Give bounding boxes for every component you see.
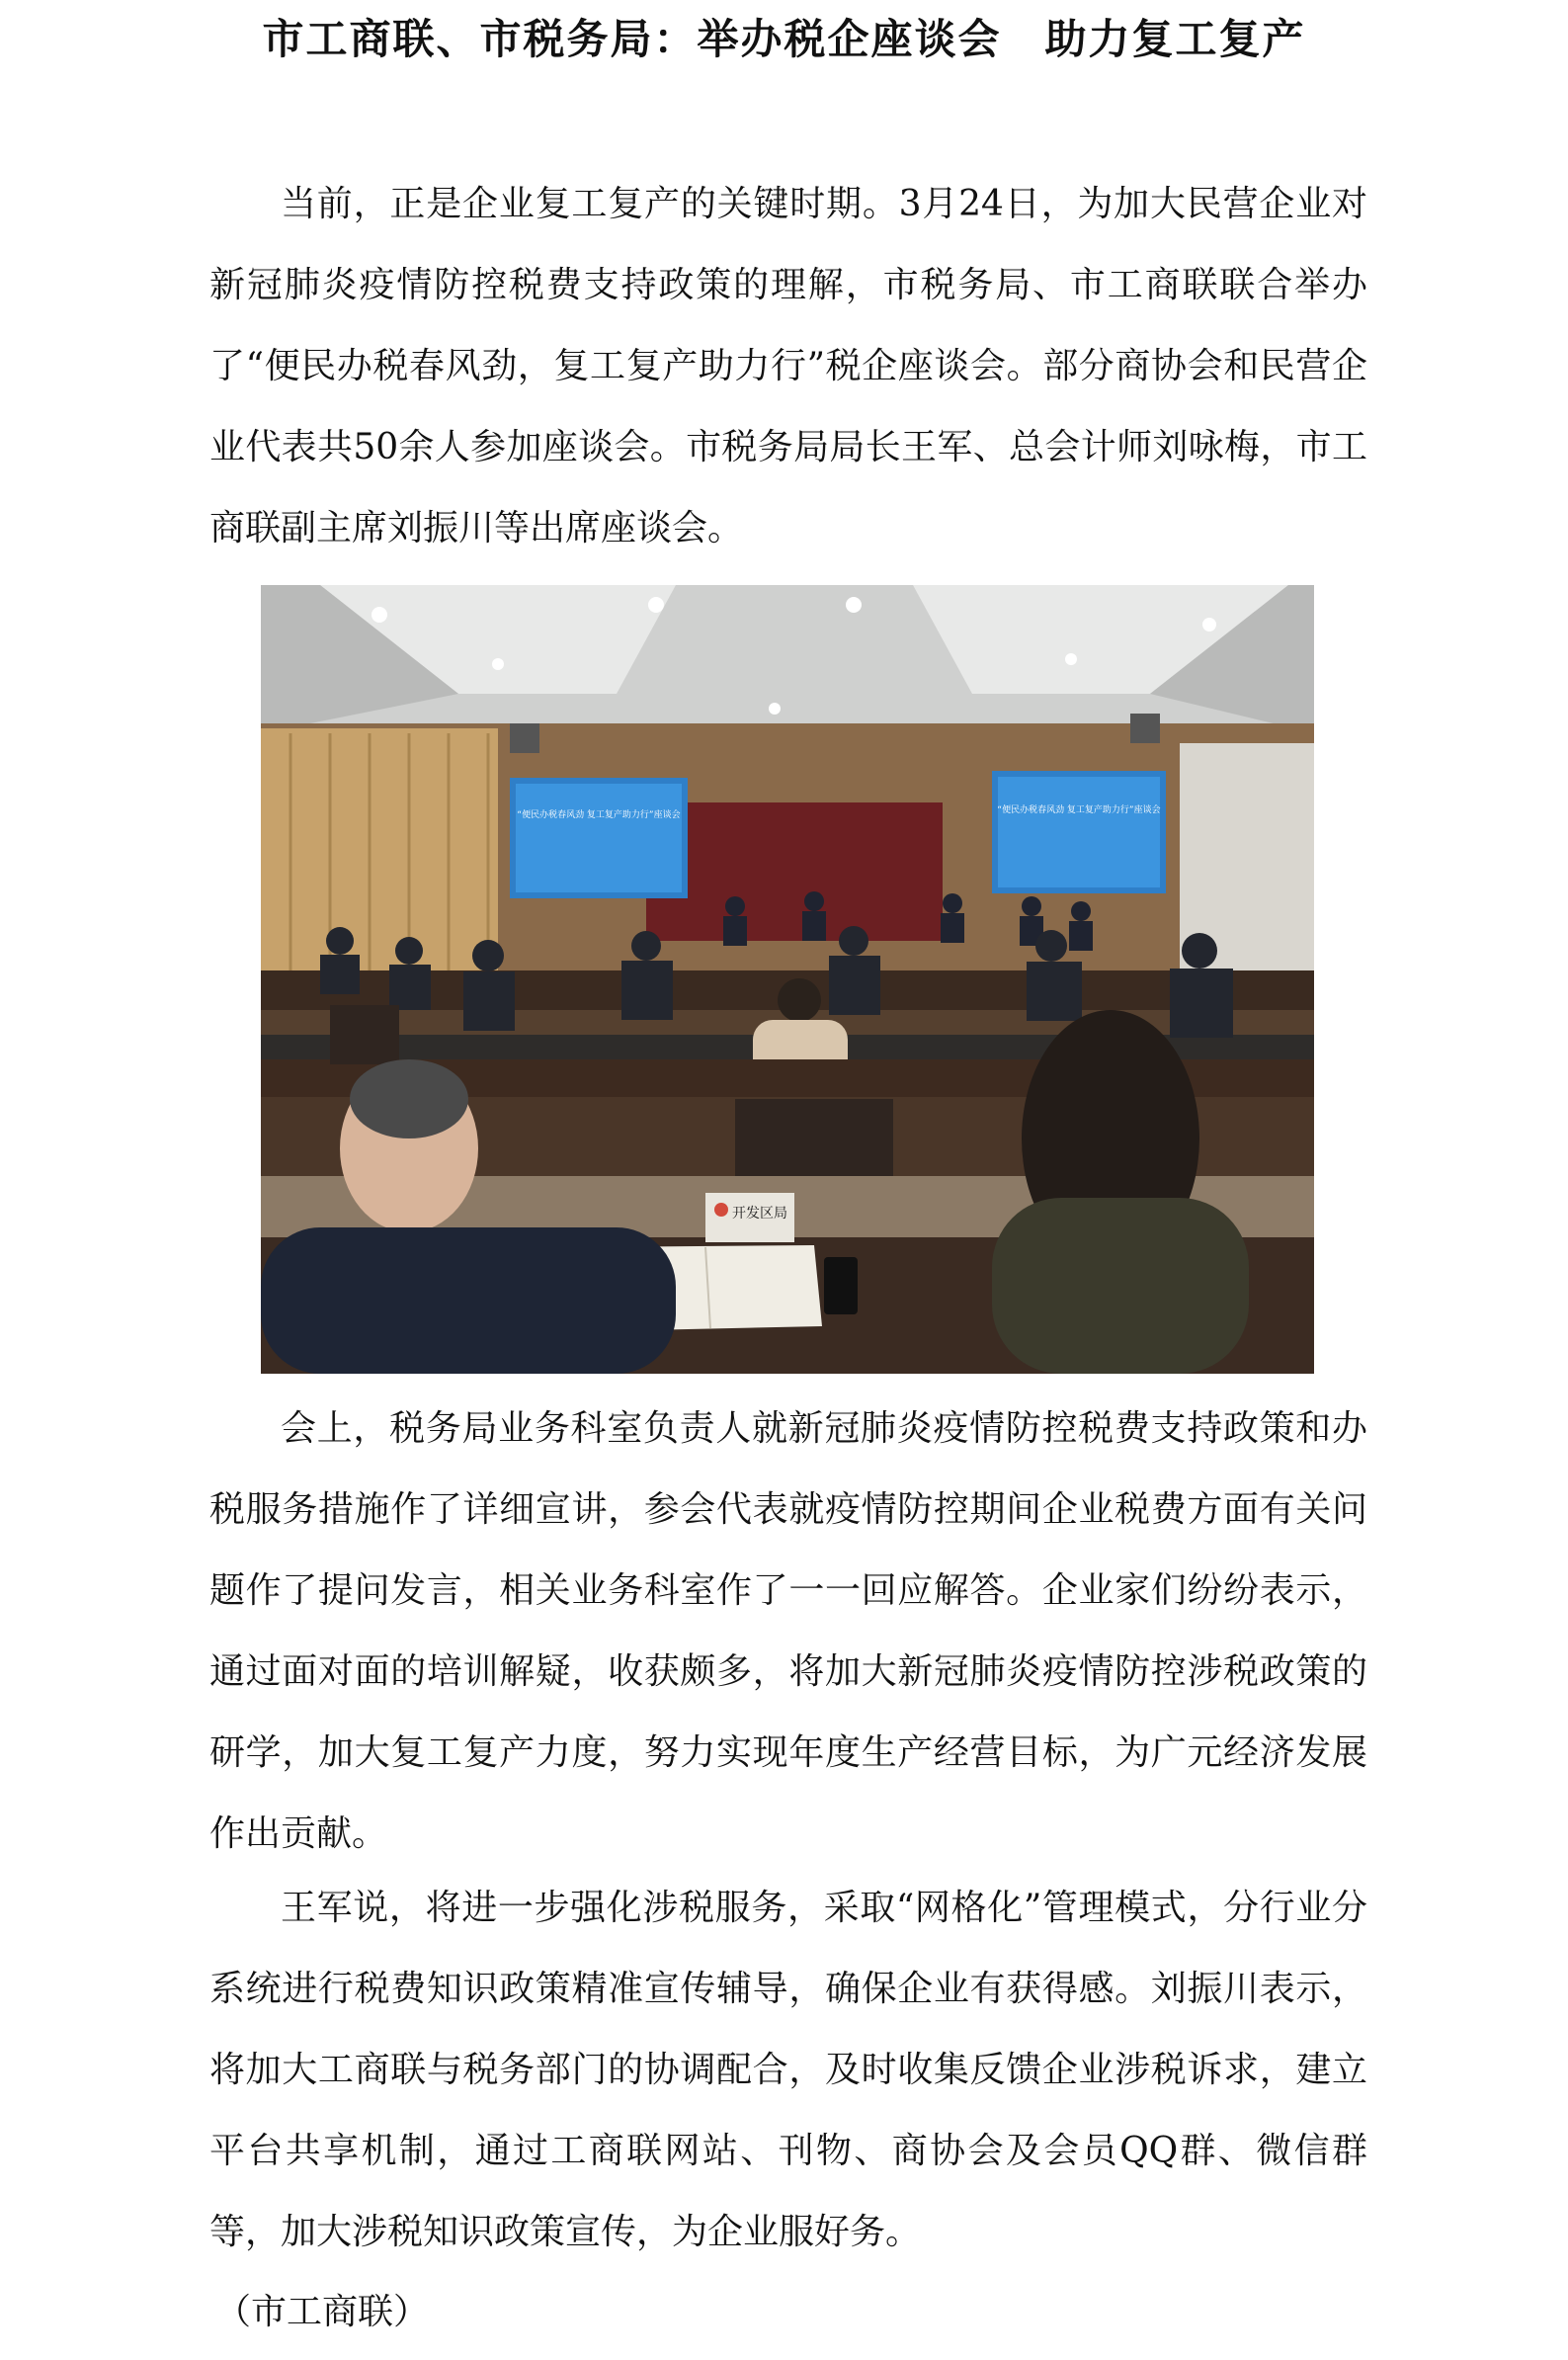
right-screen-title: “便民办税春风劲 复工复产助力行”座谈会 xyxy=(997,805,1161,815)
article-title: 市工商联、市税务局：举办税企座谈会 助力复工复产 xyxy=(262,15,1306,63)
left-screen-title: “便民办税春风劲 复工复产助力行”座谈会 xyxy=(517,810,681,820)
meeting-photo xyxy=(261,585,1314,1374)
article-paragraph-2: 会上，税务局业务科室负责人就新冠肺炎疫情防控税费支持政策和办税服务措施作了详细宣讲，参会代表就疫情防控期间企业税费方面有关问题作了提问发言，相关业务科室作了一一回应解答。企业家们纷纷表示，通过面对面的培训解疑，收获颇多，将加大新冠肺炎疫情防控涉税政策的研学，加大复工复产力度，努力实现年度生产经营目标，为广元经济发展作出贡献。 xyxy=(209,1408,1367,1854)
article-paragraph-1: 当前，正是企业复工复产的关键时期。3月24日，为加大民营企业对新冠肺炎疫情防控税费支持政策的理解，市税务局、市工商联联合举办了“便民办税春风劲，复工复产助力行”税企座谈会。部分商协会和民营企业代表共50余人参加座谈会。市税务局局长王军、总会计师刘咏梅，市工商联副主席刘振川等出席座谈会。 xyxy=(209,184,1367,548)
article-source: （市工商联） xyxy=(215,2292,430,2332)
name-plate: 开发区局 xyxy=(732,1206,787,1222)
article-paragraph-3: 王军说，将进一步强化涉税服务，采取“网格化”管理模式，分行业分系统进行税费知识政策精准宣传辅导，确保企业有获得感。刘振川表示，将加大工商联与税务部门的协调配合，及时收集反馈企业涉税诉求，建立平台共享机制，通过工商联网站、刊物、商协会及会员QQ群、微信群等，加大涉税知识政策宣传，为企业服好务。 xyxy=(209,1888,1367,2252)
